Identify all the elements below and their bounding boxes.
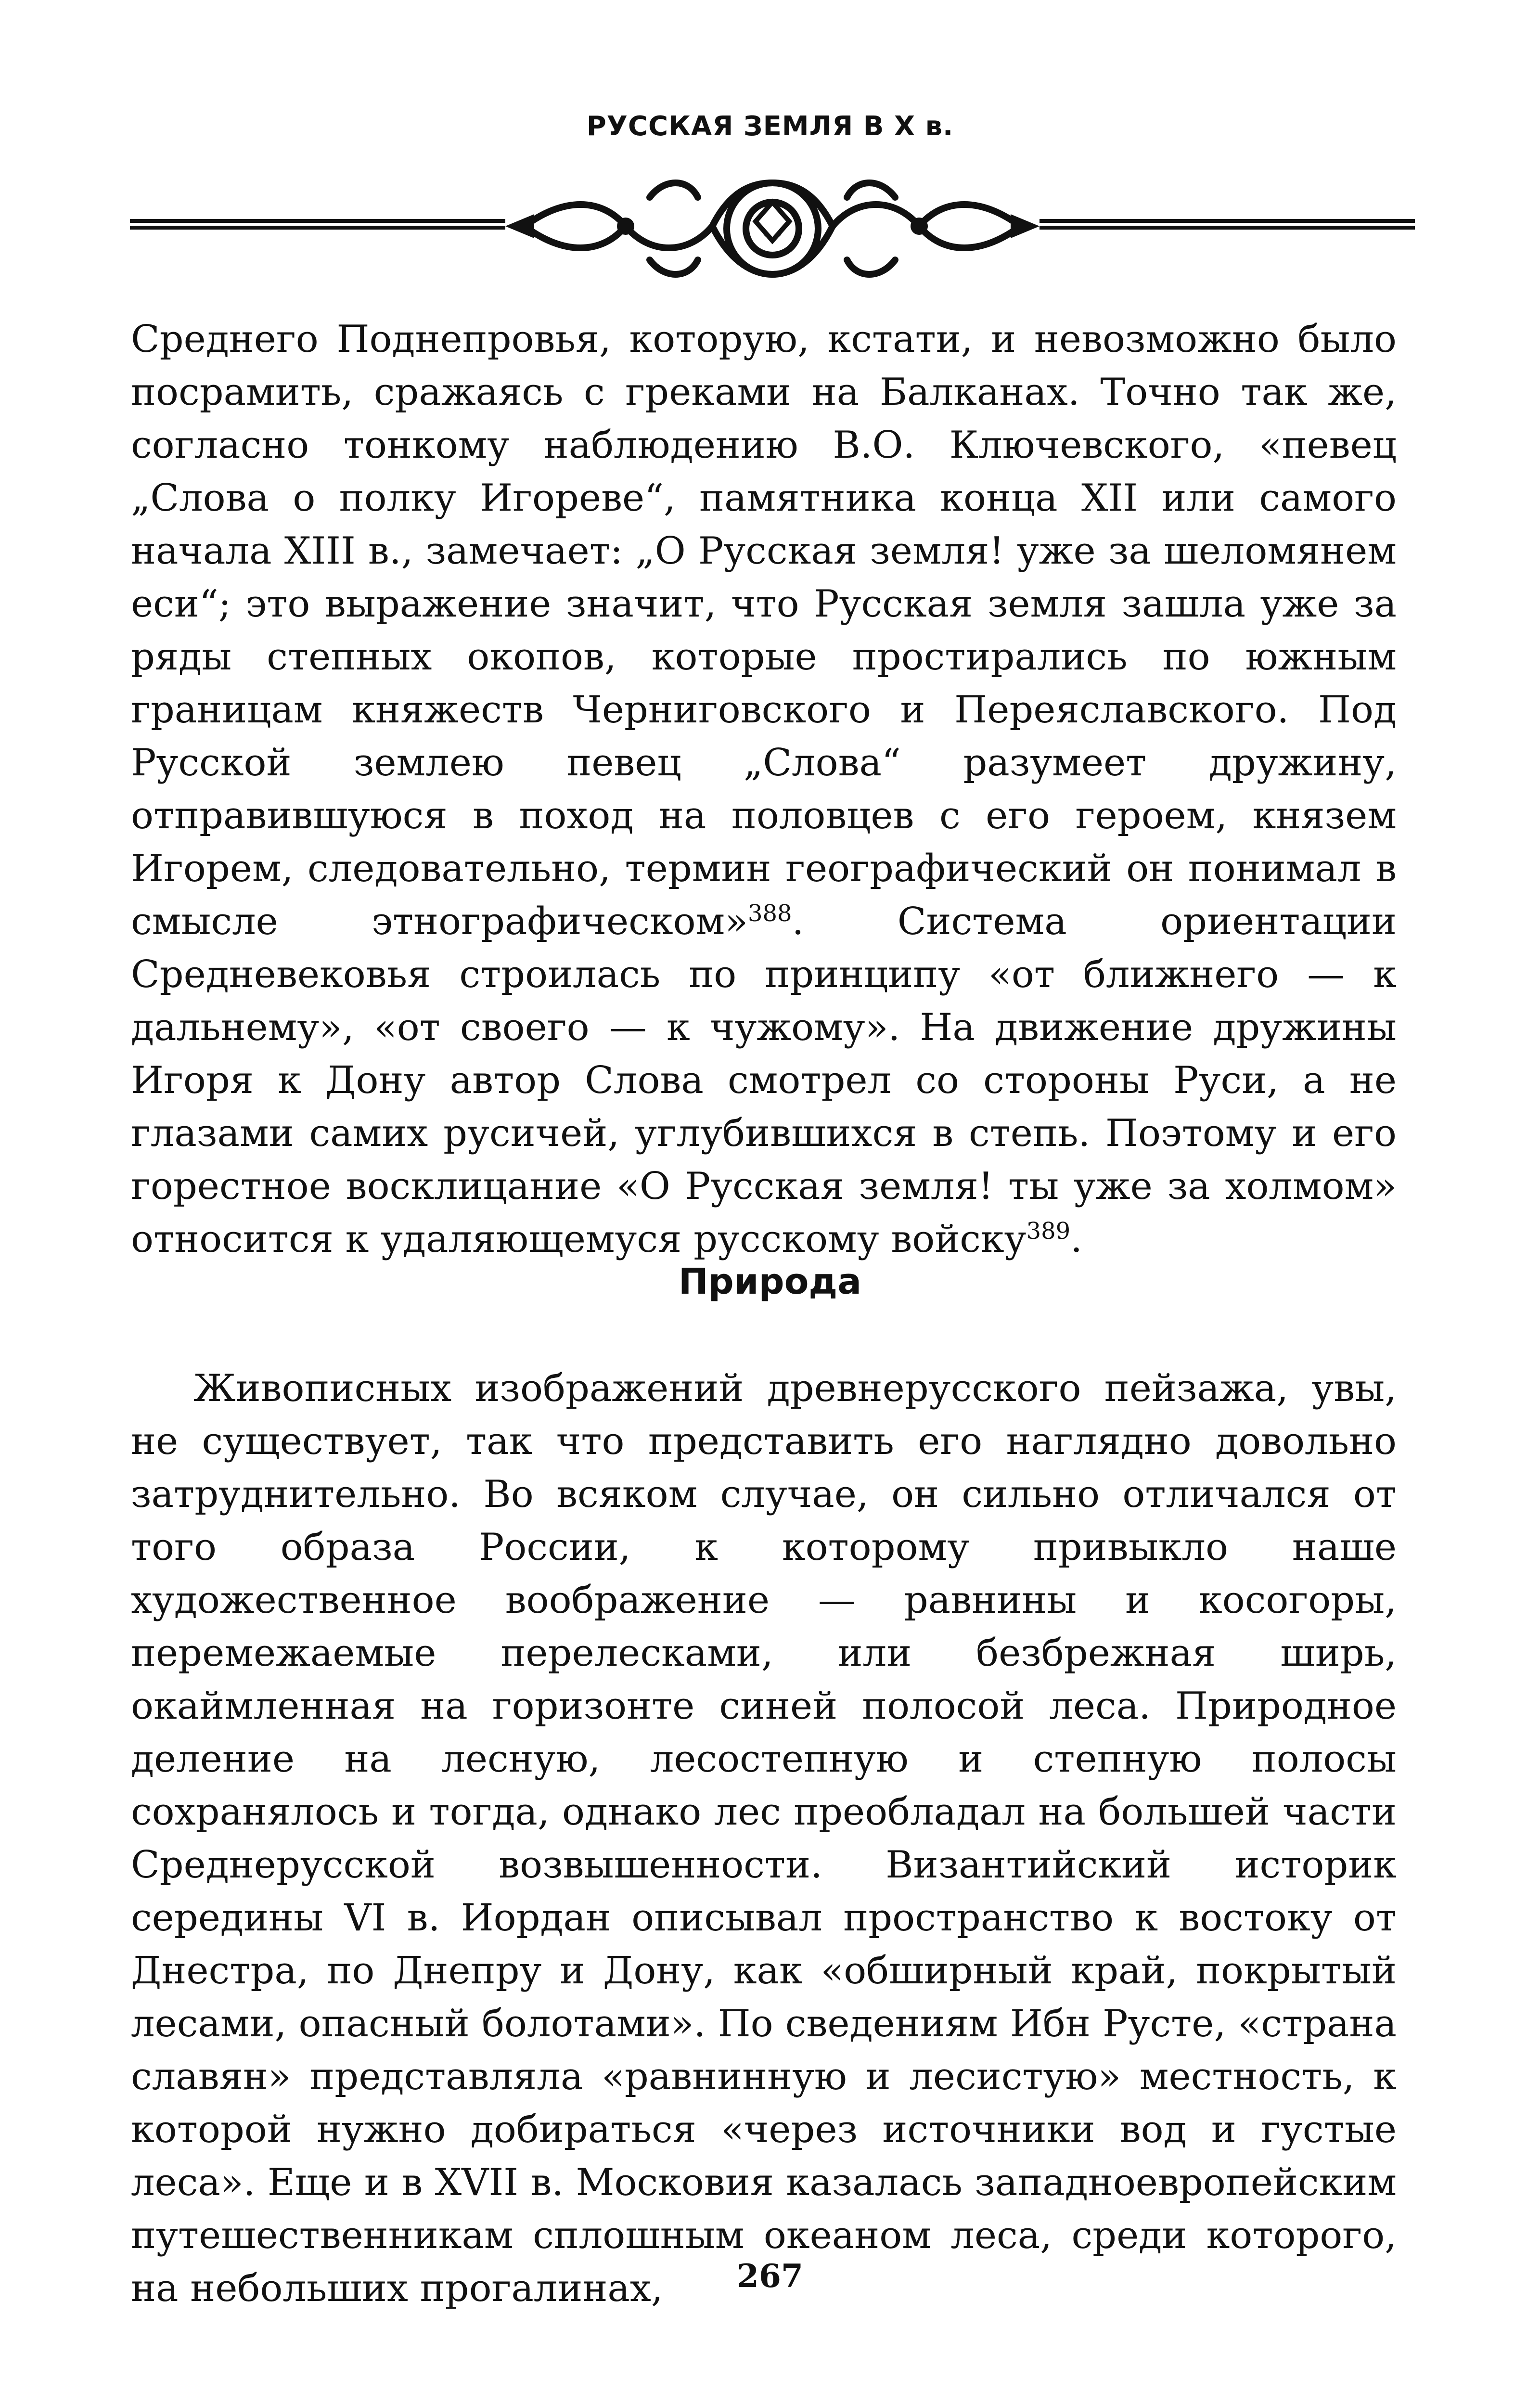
running-head: РУССКАЯ ЗЕМЛЯ В X в. bbox=[586, 111, 954, 142]
section-heading: Природа bbox=[678, 1261, 862, 1302]
footnote-ref-389: 389 bbox=[1026, 1218, 1071, 1245]
page-number: 267 bbox=[737, 2257, 803, 2295]
paragraph-1-text: Среднего Поднепровья, которую, кстати, и невозможно было посрамить, сражаясь с греками на Балканах. Точно так же, согласно тонкому наблюдению В.О. Ключевского, «певец „Слова о полку Игореве“, памятника конца XII или самого начала XIII в., замечает: „О Русская земля! уже за шеломянем еси“; это выражение значит, что Русская земля зашла уже за ряды степных окопов, которые простирались по южным границам княжеств Черниговского и Переяславского. Под Русской землею певец „Слова“ разумеет дружину, отправившуюся в поход на половцев с его героем, князем Игорем, следовательно, термин географический он понимал в смысле этнографическом» bbox=[131, 318, 1397, 943]
ornamental-vignette-icon bbox=[505, 168, 1040, 289]
paragraph-continued bbox=[131, 313, 1397, 1266]
footnote-ref-388: 388 bbox=[747, 900, 792, 927]
right-rule bbox=[1040, 219, 1415, 233]
paragraph-2: Живописных изображений древнерусского пейзажа, увы, не существует, так что представить его наглядно довольно затруднительно. Во всяком случае, он сильно отличался от того образа России, к которому привыкло наше художественное воображение — равнины и косогоры, перемежаемые перелесками, или безбрежная ширь, окаймленная на горизонте синей полосой леса. Природное деление на лесную, лесостепную и степную полосы сохранялось и тогда, однако лес преобладал на большей части Среднерусской возвышенности. Византийский историк середины VI в. Иордан описывал пространство к востоку от Днестра, по Днепру и Дону, как «обширный край, покрытый лесами, опасный болотами». По сведениям Ибн Русте, «страна славян» представляла «равнинную и лесистую» местность, к которой нужно добираться «через источники вод и густые леса». Еще и в XVII в. Московия казалась западноевропейским путешественникам сплошным океаном леса, среди которого, на небольших прогалинах, bbox=[131, 1367, 1397, 2310]
section-body bbox=[131, 1362, 1397, 2315]
left-rule bbox=[130, 219, 505, 233]
paragraph-1-text-c: . bbox=[1070, 1218, 1082, 1261]
header-ornament bbox=[130, 168, 1415, 289]
paragraph-1 bbox=[131, 313, 1397, 1266]
paragraph-1-text-b: . Система ориентации Средневековья строилась по принципу «от ближнего — к дальнему», «от своего — к чужому». На движение дружины Игоря к Дону автор Слова смотрел со стороны Руси, а не глазами самих русичей, углубившихся в степь. Поэтому и его горестное восклицание «О Русская земля! ты уже за холмом» относится к удаляющемуся русскому войску bbox=[131, 900, 1397, 1261]
